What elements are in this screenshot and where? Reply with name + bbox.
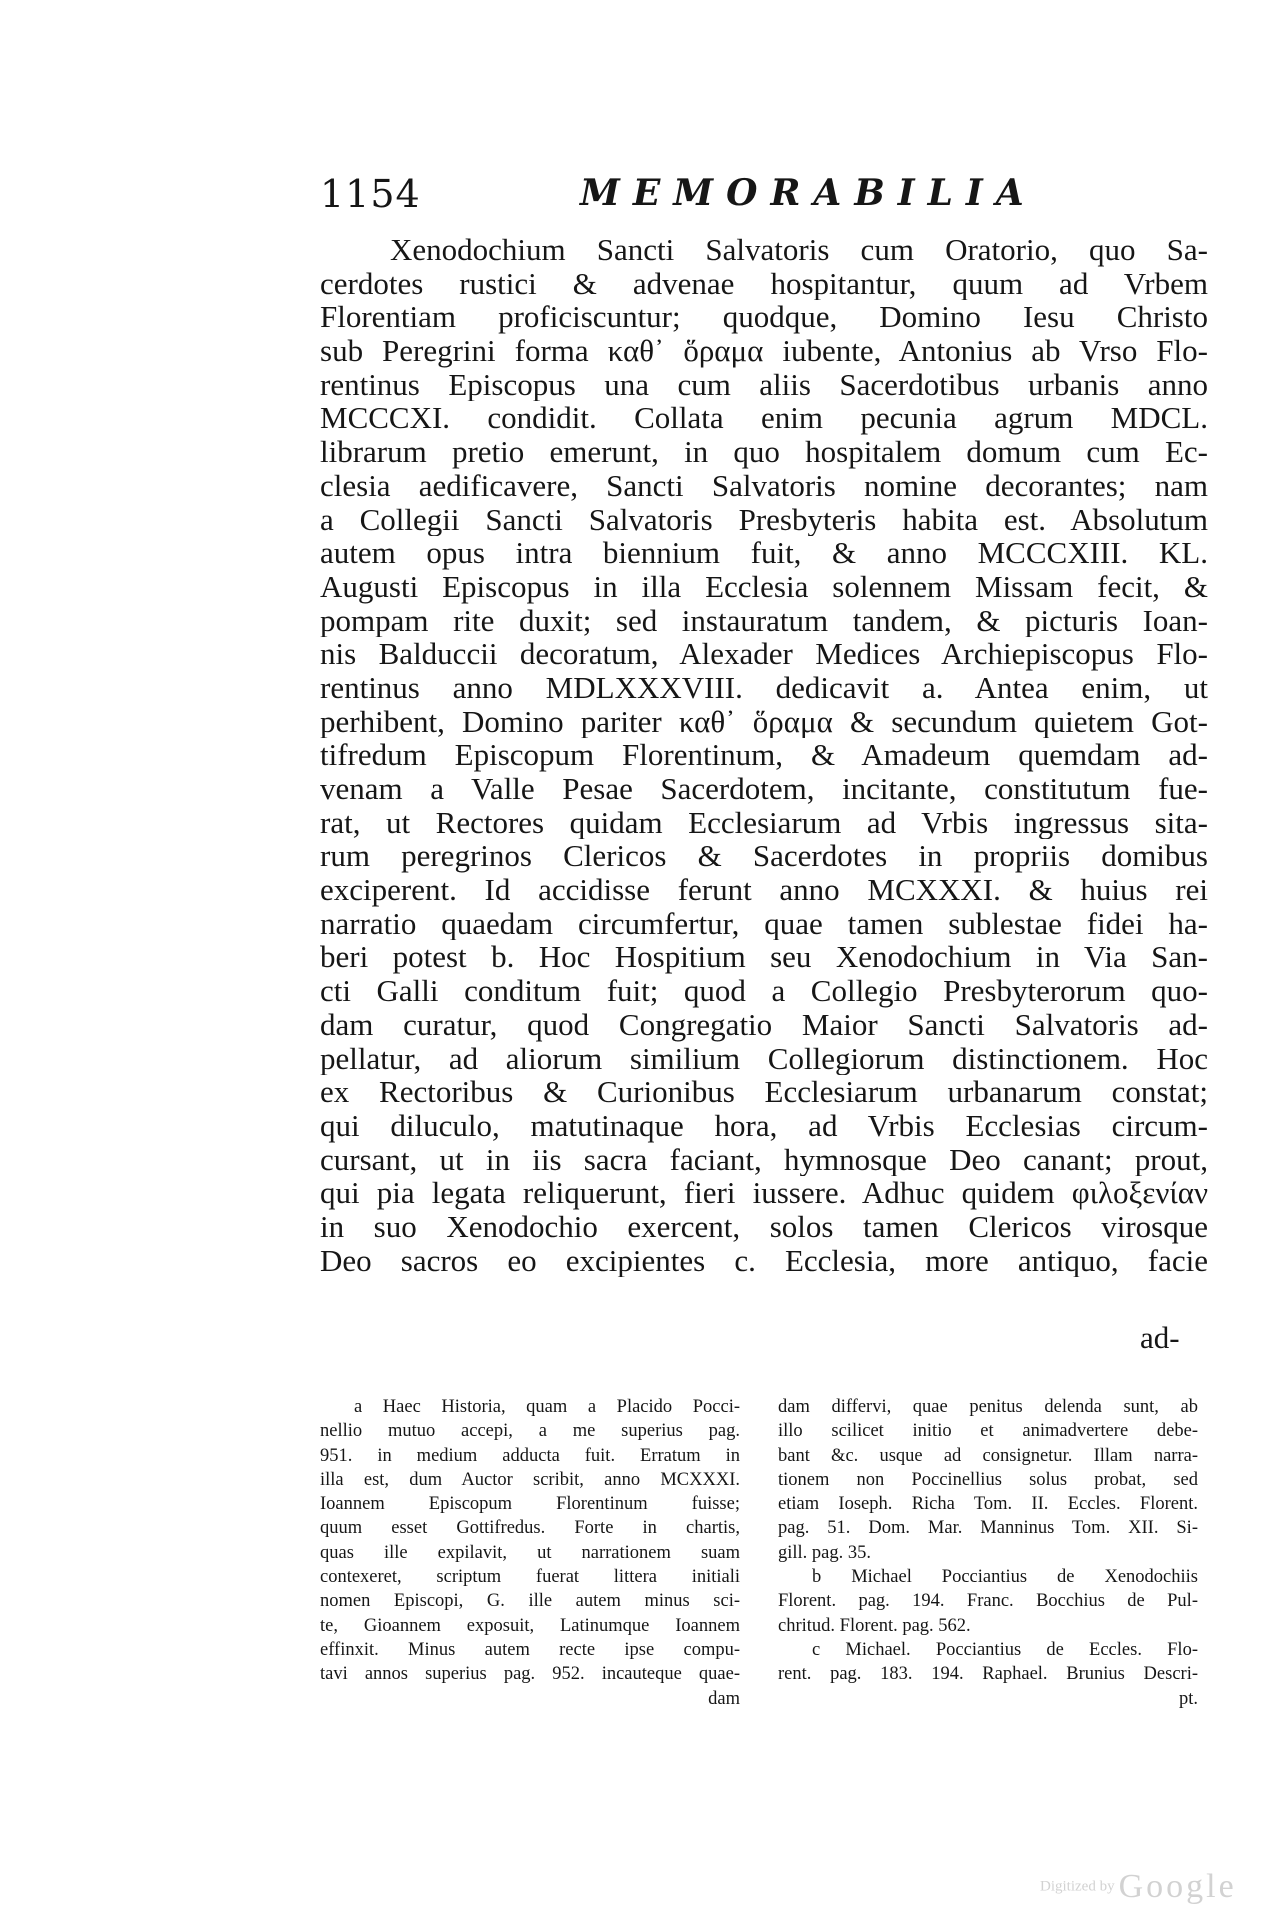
text-line: ex Rectoribus & Curionibus Ecclesiarum urbanarum constat; [320, 1075, 1208, 1109]
text-line: pompam rite duxit; sed instauratum tandem, & picturis Ioan- [320, 603, 1208, 638]
footnote-line: etiam Ioseph. Richa Tom. II. Eccles. Florent. [778, 1494, 1198, 1515]
text-line: Deo sacros eo excipientes c. Ecclesia, more antiquo, facie [320, 1243, 1208, 1278]
page-header [320, 172, 1200, 222]
text-line: rat, ut Rectores quidam Ecclesiarum ad Vrbis ingressus sita- [320, 805, 1208, 840]
watermark-prefix: Digitized by [1040, 1878, 1115, 1895]
text-line: nis Balduccii decoratum, Alexader Medices Archiepiscopus Flo- [320, 637, 1208, 671]
text-line: Xenodochium Sancti Salvatoris cum Oratorio, quo Sa- [390, 233, 1208, 267]
text-line: beri potest b. Hoc Hospitium seu Xenodochium in Via San- [320, 940, 1208, 975]
text-line: rentinus anno MDLXXXVIII. dedicavit a. Antea enim, ut [320, 670, 1208, 705]
footnote-line: illa est, dum Auctor scribit, anno MCXXXI. [320, 1469, 740, 1490]
text-line: qui pia legata reliquerunt, fieri iussere. Adhuc quidem φιλοξενίαν [320, 1176, 1208, 1210]
footnote-line: chritud. Florent. pag. 562. [778, 1615, 971, 1636]
footnote-line: tionem non Poccinellius solus probat, sed [778, 1469, 1198, 1490]
text-line: rentinus Episcopus una cum aliis Sacerdotibus urbanis anno [320, 367, 1208, 402]
footnote-line: a Haec Historia, quam a Placido Pocci- [354, 1397, 740, 1417]
text-line: sub Peregrini forma καθ᾽ ὅραμα iubente, Antonius ab Vrso Flo- [320, 334, 1208, 368]
footnote-line: nomen Episcopi, G. ille autem minus sci- [320, 1591, 740, 1612]
text-line: autem opus intra biennium fuit, & anno MCCCXIII. KL. [320, 536, 1208, 570]
watermark-brand: Google [1118, 1868, 1237, 1905]
footnote-line: gill. pag. 35. [778, 1542, 872, 1563]
running-title: MEMORABILIA [580, 172, 1037, 214]
footnotes-left-column [320, 1395, 740, 1711]
footnote-line: bant &c. usque ad consignetur. Illam narra- [778, 1445, 1198, 1466]
footnote-line: quum esset Gottifredus. Forte in chartis, [320, 1518, 740, 1539]
text-line: rum peregrinos Clericos & Sacerdotes in propriis domibus [320, 839, 1208, 874]
footnotes-right-column [778, 1395, 1198, 1711]
footnote-line: tavi annos superius pag. 952. incauteque quae- [320, 1664, 740, 1685]
text-line: Augusti Episcopus in illa Ecclesia solennem Missam fecit, & [320, 569, 1208, 604]
footnote-line: nellio mutuo accepi, a me superius pag. [320, 1421, 740, 1442]
text-line: MCCCXI. condidit. Collata enim pecunia agrum MDCL. [320, 401, 1208, 436]
footnote-line: 951. in medium adducta fuit. Erratum in [320, 1445, 740, 1466]
text-line: clesia aedificavere, Sancti Salvatoris nomine decorantes; nam [320, 468, 1208, 503]
text-line: pellatur, ad aliorum similium Collegiorum distinctionem. Hoc [320, 1041, 1208, 1076]
text-line: venam a Valle Pesae Sacerdotem, incitante, constitutum fue- [320, 772, 1208, 806]
text-line: narratio quaedam circumfertur, quae tamen sublestae fidei ha- [320, 906, 1208, 941]
footnote-line: rent. pag. 183. 194. Raphael. Brunius Descri- [778, 1664, 1198, 1685]
text-line: perhibent, Domino pariter καθ᾽ ὅραμα & secundum quietem Got- [320, 704, 1208, 739]
text-line: tifredum Episcopum Florentinum, & Amadeum quemdam ad- [320, 738, 1208, 772]
footnote-line: illo scilicet initio et animadvertere debe- [778, 1421, 1198, 1442]
text-line: librarum pretio emerunt, in quo hospitalem domum cum Ec- [320, 435, 1208, 469]
footnote-line: dam differvi, quae penitus delenda sunt, ab [778, 1397, 1198, 1417]
footnote-line: effinxit. Minus autem recte ipse compu- [320, 1639, 740, 1660]
text-line: qui diluculo, matutinaque hora, ad Vrbis Ecclesias circum- [320, 1108, 1208, 1143]
page-number: 1154 [320, 172, 421, 216]
text-line: in suo Xenodochio exercent, solos tamen Clericos virosque [320, 1209, 1208, 1244]
main-text-block [320, 233, 1208, 1277]
text-line: exciperent. Id accidisse ferunt anno MCXXXI. & huius rei [320, 873, 1208, 907]
footnote-line: pag. 51. Dom. Mar. Manninus Tom. XII. Si- [778, 1518, 1198, 1539]
text-line: a Collegii Sancti Salvatoris Presbyteris habita est. Absolutum [320, 502, 1208, 537]
footnote-line: quas ille expilavit, ut narrationem suam [320, 1542, 740, 1563]
footnote-line: te, Gioannem exposuit, Latinumque Ioannem [320, 1615, 740, 1636]
text-line: dam curatur, quod Congregatio Maior Sancti Salvatoris ad- [320, 1007, 1208, 1042]
footnote-line: pt. [1178, 1688, 1198, 1709]
footnote-line: Florent. pag. 194. Franc. Bocchius de Pul- [778, 1591, 1198, 1612]
footnote-line: contexeret, scriptum fuerat littera initiali [320, 1567, 740, 1588]
text-line: Florentiam proficiscuntur; quodque, Domino Iesu Christo [320, 300, 1208, 335]
text-line: cerdotes rustici & advenae hospitantur, quum ad Vrbem [320, 266, 1208, 301]
text-line: cursant, ut in iis sacra faciant, hymnosque Deo canant; prout, [320, 1142, 1208, 1177]
footnote-line: dam [708, 1688, 740, 1709]
footnote-line: b Michael Pocciantius de Xenodochiis [812, 1567, 1198, 1588]
footnote-line: Ioannem Episcopum Florentinum fuisse; [320, 1494, 740, 1515]
catchword: ad- [1140, 1320, 1180, 1355]
google-watermark [1040, 1868, 1237, 1906]
footnote-line: c Michael. Pocciantius de Eccles. Flo- [812, 1639, 1198, 1660]
text-line: cti Galli conditum fuit; quod a Collegio Presbyterorum quo- [320, 974, 1208, 1008]
